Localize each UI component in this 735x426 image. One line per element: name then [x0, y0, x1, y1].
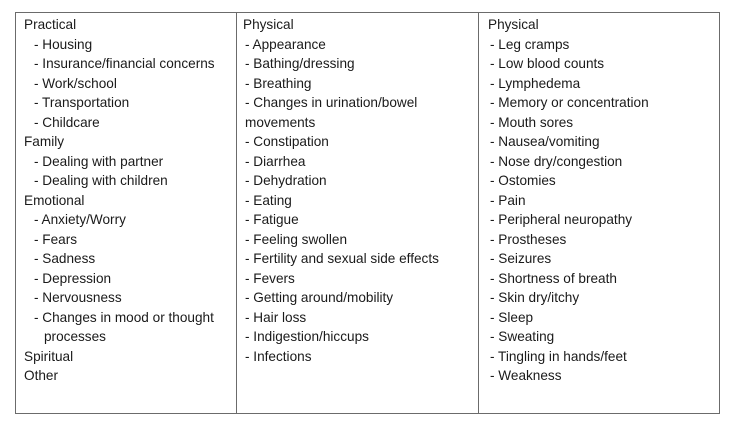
list-item: - Fertility and sexual side effects — [245, 251, 439, 266]
list-item: - Dehydration — [245, 173, 327, 188]
list-item: - Sleep — [490, 309, 534, 325]
problem-list-table — [15, 12, 720, 414]
table-column-3 — [479, 13, 719, 413]
list-item: - Anxiety/Worry — [34, 212, 126, 227]
list-item: - Shortness of breath — [490, 270, 617, 286]
list-item: - Childcare — [34, 114, 100, 130]
list-item: - Transportation — [34, 95, 130, 110]
list-item: - Bathing/dressing — [245, 56, 355, 71]
list-item: - Fevers — [245, 270, 295, 286]
list-item: - Getting around/mobility — [245, 290, 394, 305]
list-item: - Breathing — [245, 75, 312, 91]
list-item: - Dealing with children — [34, 173, 168, 188]
list-item: - Weakness — [490, 368, 562, 383]
list-item: - Low blood counts — [490, 56, 605, 71]
list-item: - Mouth sores — [490, 114, 574, 130]
category-heading-emotional: Emotional — [24, 192, 85, 208]
category-heading-physical-continued: Physical — [488, 17, 539, 32]
list-item: - Feeling swollen — [245, 231, 347, 247]
list-item: - Seizures — [490, 251, 552, 266]
category-heading-other: Other — [24, 368, 58, 383]
list-item: - Peripheral neuropathy — [490, 212, 633, 227]
list-item: - Appearance — [245, 36, 326, 52]
list-item: - Indigestion/hiccups — [245, 329, 369, 344]
list-item: - Pain — [490, 192, 526, 208]
list-item: - Dealing with partner — [34, 153, 164, 169]
list-item: - Infections — [245, 348, 312, 364]
table-column-2 — [237, 13, 479, 413]
list-item: - Fatigue — [245, 212, 299, 227]
list-item: - Skin dry/itchy — [490, 290, 580, 305]
category-heading-physical: Physical — [243, 17, 294, 32]
list-item: - Housing — [34, 36, 93, 52]
list-item: - Prostheses — [490, 231, 567, 247]
list-item: - Sadness — [34, 251, 96, 266]
list-item: - Leg cramps — [490, 36, 570, 52]
list-item: - Sweating — [490, 329, 555, 344]
list-item: - Eating — [245, 192, 292, 208]
list-item: - Changes in mood or thought processes — [34, 309, 214, 344]
category-heading-spiritual: Spiritual — [24, 348, 74, 364]
list-item: - Nervousness — [34, 290, 122, 305]
list-item: - Work/school — [34, 75, 117, 91]
list-item: - Tingling in hands/feet — [490, 348, 627, 364]
list-item: - Hair loss — [245, 309, 307, 325]
list-item: - Ostomies — [490, 173, 556, 188]
list-item: - Nose dry/congestion — [490, 153, 623, 169]
list-item: - Lymphedema — [490, 75, 581, 91]
list-item: - Fears — [34, 231, 78, 247]
table-column-1 — [16, 13, 237, 413]
category-heading-family: Family — [24, 134, 65, 149]
list-item: - Constipation — [245, 134, 329, 149]
list-item: - Changes in urination/bowel movements — [245, 95, 418, 130]
list-item: - Memory or concentration — [490, 95, 649, 110]
list-item: - Diarrhea — [245, 153, 306, 169]
list-item: - Nausea/vomiting — [490, 134, 600, 149]
list-item: - Insurance/financial concerns — [34, 56, 215, 71]
category-heading-practical: Practical — [24, 17, 77, 32]
list-item: - Depression — [34, 270, 112, 286]
